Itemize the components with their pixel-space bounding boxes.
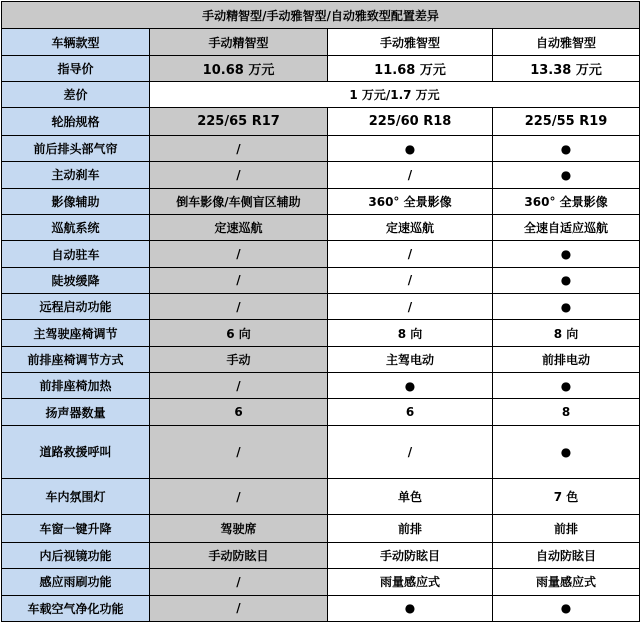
not-available-mark: / <box>150 135 328 161</box>
spec-value: 手动防眩目 <box>328 542 493 568</box>
spec-rows <box>2 108 640 622</box>
spec-row <box>2 569 640 595</box>
spec-value: 单色 <box>328 478 493 515</box>
spec-value: 定速巡航 <box>150 214 328 240</box>
spec-row <box>2 294 640 320</box>
spec-value: 7 色 <box>493 478 640 515</box>
spec-row <box>2 478 640 515</box>
table-title: 手动精智型/手动雅智型/自动雅致型配置差异 <box>2 2 640 29</box>
spec-row <box>2 373 640 399</box>
spec-label: 车内氛围灯 <box>2 478 150 515</box>
spec-row <box>2 135 640 161</box>
filled-dot-icon: ● <box>493 135 640 161</box>
spec-value: 6 向 <box>150 320 328 346</box>
spec-value: 前排 <box>328 515 493 542</box>
column-header-3: 自动雅智型 <box>493 29 640 55</box>
filled-dot-icon: ● <box>493 162 640 188</box>
spec-value: 前排 <box>493 515 640 542</box>
not-available-mark: / <box>150 162 328 188</box>
spec-value: 225/55 R19 <box>493 108 640 135</box>
spec-value: 手动 <box>150 346 328 372</box>
spec-row <box>2 346 640 372</box>
spec-label: 陡坡缓降 <box>2 267 150 293</box>
not-available-mark: / <box>328 162 493 188</box>
spec-value: 225/60 R18 <box>328 108 493 135</box>
spec-value: 8 向 <box>328 320 493 346</box>
not-available-mark: / <box>150 294 328 320</box>
spec-value: 8 向 <box>493 320 640 346</box>
price-value-3: 13.38 万元 <box>493 55 640 81</box>
spec-value: 驾驶席 <box>150 515 328 542</box>
spec-label: 前后排头部气帘 <box>2 135 150 161</box>
not-available-mark: / <box>150 478 328 515</box>
spec-row <box>2 162 640 188</box>
header-row <box>2 29 640 55</box>
spec-value: 225/65 R17 <box>150 108 328 135</box>
spec-value: 6 <box>328 399 493 425</box>
spec-row <box>2 320 640 346</box>
spec-value: 8 <box>493 399 640 425</box>
spec-row <box>2 188 640 214</box>
spec-value: 自动防眩目 <box>493 542 640 568</box>
spec-row <box>2 515 640 542</box>
price-label: 指导价 <box>2 55 150 81</box>
not-available-mark: / <box>328 267 493 293</box>
spec-label: 车载空气净化功能 <box>2 595 150 621</box>
spec-label: 内后视镜功能 <box>2 542 150 568</box>
diff-label: 差价 <box>2 82 150 108</box>
filled-dot-icon: ● <box>328 135 493 161</box>
filled-dot-icon: ● <box>493 294 640 320</box>
not-available-mark: / <box>328 241 493 267</box>
not-available-mark: / <box>150 595 328 621</box>
spec-row <box>2 425 640 478</box>
filled-dot-icon: ● <box>493 267 640 293</box>
spec-row <box>2 399 640 425</box>
filled-dot-icon: ● <box>328 595 493 621</box>
spec-row <box>2 542 640 568</box>
spec-label: 感应雨刷功能 <box>2 569 150 595</box>
spec-value: 前排电动 <box>493 346 640 372</box>
spec-label: 巡航系统 <box>2 214 150 240</box>
spec-value: 雨量感应式 <box>328 569 493 595</box>
not-available-mark: / <box>150 373 328 399</box>
spec-label: 前排座椅加热 <box>2 373 150 399</box>
spec-label: 主驾驶座椅调节 <box>2 320 150 346</box>
not-available-mark: / <box>150 241 328 267</box>
diff-row <box>2 82 640 108</box>
spec-row <box>2 214 640 240</box>
filled-dot-icon: ● <box>493 241 640 267</box>
spec-value: 360° 全景影像 <box>493 188 640 214</box>
spec-label: 影像辅助 <box>2 188 150 214</box>
spec-value: 全速自适应巡航 <box>493 214 640 240</box>
spec-value: 手动防眩目 <box>150 542 328 568</box>
spec-label: 自动驻车 <box>2 241 150 267</box>
filled-dot-icon: ● <box>493 595 640 621</box>
spec-value: 360° 全景影像 <box>328 188 493 214</box>
spec-value: 雨量感应式 <box>493 569 640 595</box>
spec-row <box>2 108 640 135</box>
config-comparison-table <box>1 1 640 622</box>
header-label: 车辆款型 <box>2 29 150 55</box>
price-value-1: 10.68 万元 <box>150 55 328 81</box>
spec-label: 远程启动功能 <box>2 294 150 320</box>
spec-value: 倒车影像/车侧盲区辅助 <box>150 188 328 214</box>
spec-value: 主驾电动 <box>328 346 493 372</box>
filled-dot-icon: ● <box>328 373 493 399</box>
diff-value: 1 万元/1.7 万元 <box>150 82 640 108</box>
title-row <box>2 2 640 29</box>
spec-label: 主动刹车 <box>2 162 150 188</box>
filled-dot-icon: ● <box>493 425 640 478</box>
filled-dot-icon: ● <box>493 373 640 399</box>
not-available-mark: / <box>150 569 328 595</box>
spec-value: 定速巡航 <box>328 214 493 240</box>
not-available-mark: / <box>150 267 328 293</box>
spec-label: 道路救援呼叫 <box>2 425 150 478</box>
spec-row <box>2 267 640 293</box>
not-available-mark: / <box>328 294 493 320</box>
price-row <box>2 55 640 81</box>
spec-label: 扬声器数量 <box>2 399 150 425</box>
spec-label: 前排座椅调节方式 <box>2 346 150 372</box>
column-header-2: 手动雅智型 <box>328 29 493 55</box>
spec-value: 6 <box>150 399 328 425</box>
spec-row <box>2 241 640 267</box>
spec-label: 车窗一键升降 <box>2 515 150 542</box>
spec-row <box>2 595 640 621</box>
not-available-mark: / <box>328 425 493 478</box>
price-value-2: 11.68 万元 <box>328 55 493 81</box>
spec-label: 轮胎规格 <box>2 108 150 135</box>
column-header-1: 手动精智型 <box>150 29 328 55</box>
not-available-mark: / <box>150 425 328 478</box>
